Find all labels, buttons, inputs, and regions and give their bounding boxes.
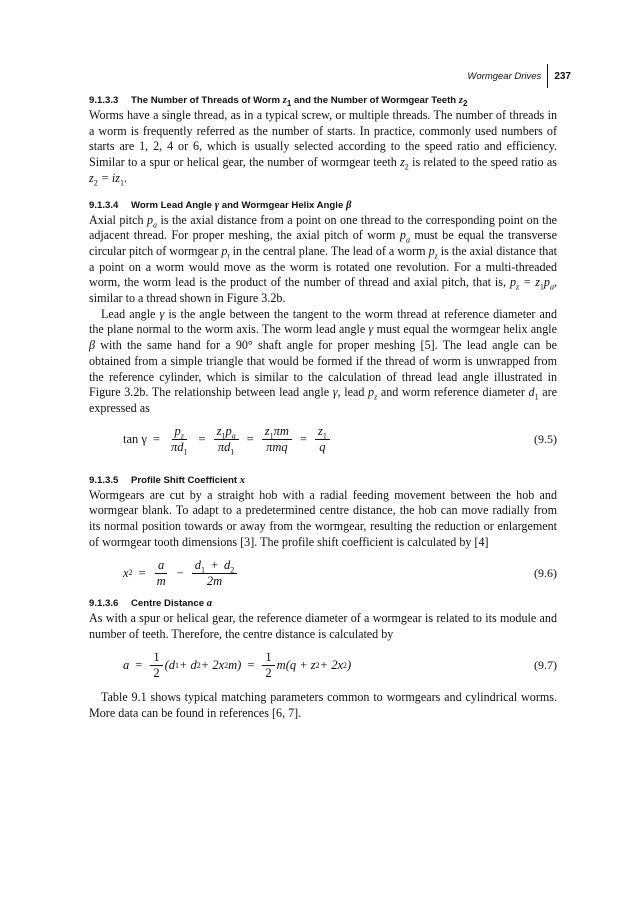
paragraph-threads: Worms have a single thread, as in a typical screw, or multiple threads. The number of threads in a worm is frequently referred as the number of starts. In practice, commonly used numbers of starts are 1, 2, 4 or 6, which is usually selected according to the speed ratio and efficiency. Similar to a spur or helical gear, the number of wormgear teeth $z_2$ is related to the speed ratio as $z_2 = iz_1$. [89, 108, 557, 188]
equation-number: (9.7) [534, 658, 557, 673]
running-head [467, 64, 571, 88]
paragraph-centre-distance: As with a spur or helical gear, the reference diameter of a wormgear is related to its module and number of teeth. Therefore, the centre distance is calculated by [89, 611, 557, 642]
paragraph-axial-pitch: Axial pitch $p_a$ is the axial distance from a point on one thread to the corresponding point on the adjacent thread. For proper meshing, the axial pitch of worm $p_a$ must be equal the transverse circular pitch of wormgear $p_t$ in the central plane. The lead of a worm $p_z$ is the axial distance that a point on a worm would move as the worm is rotated one revolution. For a multi-threaded worm, the worm lead is the product of the number of thread and axial pitch, that is, $p_z = z_1p_a$, similar to a thread shown in Figure 3.2b. [89, 212, 557, 306]
running-title: Wormgear Drives [467, 70, 542, 82]
paragraph-lead-angle: Lead angle γ is the angle between the tangent to the worm thread at reference diameter and the plane normal to the worm axis. The worm lead angle γ must equal the wormgear helix angle β with the same hand for a 90° shaft angle for proper meshing [5]. The lead angle can be obtained from a simple triangle that would be formed if the thread of worm is unwrapped from the reference cylinder, which is similar to the calculation of thread lead angle illustrated in Figure 3.2b. The relationship between lead angle γ, lead $p_z$ and worm reference diameter $d_1$ are expressed as [89, 306, 557, 415]
header-divider [547, 64, 548, 88]
page-number: 237 [554, 70, 571, 82]
equation-9-7: a = $\frac{1}{2}$ (d 1 + d 2 + 2x 2 m) = $\frac{1}{2}$ m(q + z 2 + 2x 2 ) (9.7) [89, 646, 557, 686]
equation-number: (9.5) [534, 431, 557, 446]
equation-number: (9.6) [534, 565, 557, 580]
section-heading-9136: 9.1.3.6 Centre Distance a [89, 598, 212, 610]
section-heading-9135: 9.1.3.5 Profile Shift Coefficient x [89, 474, 245, 486]
section-heading-9134: 9.1.3.4 Worm Lead Angle γ and Wormgear Helix Angle β [89, 199, 352, 211]
body-text [89, 94, 557, 721]
paragraph-table-reference: Table 9.1 shows typical matching parameters common to wormgears and cylindrical worms. More data can be found in references [6, 7]. [89, 689, 557, 720]
equation-9-5: tan γ = $\frac{p_z}{\pi d_1}$ = $\frac{z_1p_a}{\pi d_1}$ = $\frac{z_1\pi m}{\text{πmq}}$ = $\frac{z_1}{q}$ (9.5) [89, 420, 557, 460]
paragraph-profile-shift: Wormgears are cut by a straight hob with a radial feeding movement between the hob and wormgear blank. To adapt to a predetermined centre distance, the hob can move radially from its normal position towards or away from the wormgear, resulting the reduction or enlargement of wormgear tooth dimensions [3]. The profile shift coefficient is calculated by [4] [89, 487, 557, 549]
equation-9-6: x 2 = $\frac{a}{m}$ − $\frac{d_1 + d_2}{2m}$ (9.6) [89, 553, 557, 593]
section-heading-9133: 9.1.3.3 The Number of Threads of Worm $z_1$ and the Number of Wormgear Teeth $z_2$ [89, 95, 468, 108]
